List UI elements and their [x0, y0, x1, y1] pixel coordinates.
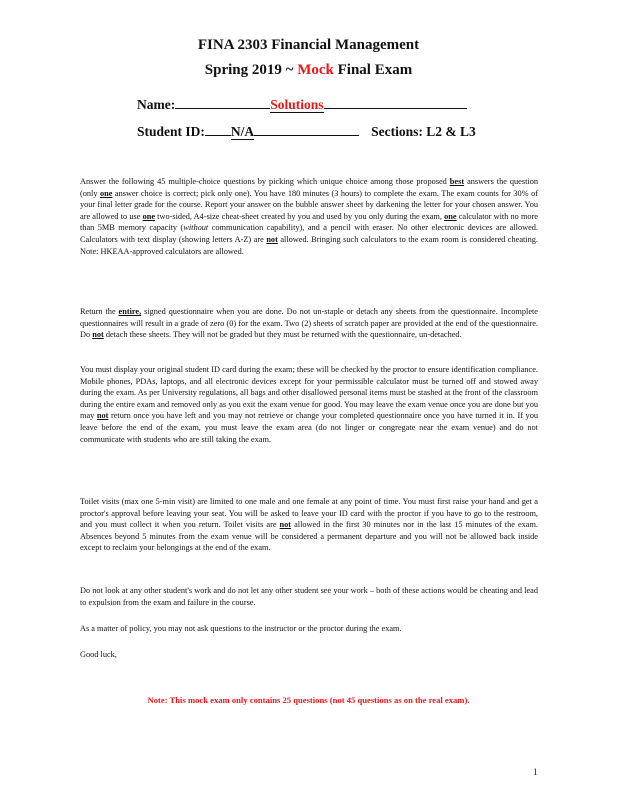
good-luck-text: Good luck,: [80, 650, 117, 659]
student-id-label: Student ID:: [137, 124, 205, 139]
instructions-paragraph-2: Return the entire, signed questionnaire when you are done. Do not un-staple or detach any sheets from the questionnaire. Incomplete questionnaires will result in a grade of zero (0) for the exam. Two (2) sheets of scratch paper are provided at the end of the questionnaire. Do not detach these sheets. They will not be graded but they must be returned with the questionnaire, un-detached.: [80, 307, 538, 340]
name-underline-left: [175, 94, 270, 109]
instructions-paragraph-4: Toilet visits (max one 5-min visit) are limited to one male and one female at any point of time. You must first raise your hand and get a proctor's approval before leaving your seat. You will be asked to leave your ID card with the proctor if you have to go to the restroom, and you must collect it when you return. Toilet visits are not allowed in the first 30 minutes nor in the last 15 minutes of the exam. Absences beyond 5 minutes from the exam venue will be considered a permanent departure and you will not be allowed back inside except to reclaim your belongings at the end of the exam.: [80, 497, 538, 553]
instructions-paragraph-5: Do not look at any other student's work and do not let any other student see your work – both of these actions would be cheating and lead to expulsion from the exam and failure in the course.: [80, 586, 538, 607]
exam-title-mock: Mock: [297, 62, 334, 78]
sections-label: Sections: L2 & L3: [371, 124, 476, 139]
name-underline-right: [324, 94, 467, 109]
instructions-paragraph-6: As a matter of policy, you may not ask questions to the instructor or the proctor during the exam.: [80, 624, 402, 633]
exam-title-suffix: Final Exam: [333, 62, 413, 78]
name-value: Solutions: [270, 97, 324, 112]
instructions-paragraph-3: You must display your original student ID card during the exam; these will be checked by the proctor to ensure identification compliance. Mobile phones, PDAs, laptops, and all electronic devices except for your permissible calculator must be turned off and stowed away during the exam. As per University regulations, all bags and other disallowed personal items must be stashed at the front of the classroom during the entire exam and removed only as you exit the exam venue for good. You may leave the exam venue once you are done but you may not return once you have left and you may not retrieve or change your completed questionnaire once you have turned it in. If you leave before the end of the exam, you must leave the exam area (do not linger or congregate near the exam venue) and do not communicate with students who are still taking the exam.: [80, 365, 538, 444]
name-label: Name:: [137, 97, 176, 112]
exam-title: [0, 62, 617, 79]
exam-title-prefix: Spring 2019 ~: [204, 62, 298, 78]
student-id-value: N/A: [230, 124, 255, 139]
student-id-row: [137, 121, 476, 140]
course-title: FINA 2303 Financial Management: [197, 37, 420, 53]
page-number: 1: [533, 767, 538, 777]
student-id-underline-right: [254, 121, 359, 136]
mock-exam-note: Note: This mock exam only contains 25 questions (not 45 questions as on the real exam).: [147, 695, 470, 705]
name-row: [137, 94, 467, 113]
instructions-paragraph-1: Answer the following 45 multiple-choice questions by picking which unique choice among those proposed best answers the question (only one answer choice is correct; pick only one). You have 180 minutes (3 hours) to complete the exam. The exam counts for 30% of your final letter grade for the course. Report your answer on the bubble answer sheet by darkening the letter for your chosen answer. You are allowed to use one two-sided, A4-size cheat-sheet created by you and used by you only during the exam, one calculator with no more than 5MB memory capacity (without communication capability), and a pencil with eraser. No other electronic devices are allowed. Calculators with text display (showing letters A-Z) are not allowed. Bringing such calculators to the exam room is considered cheating. Note: HKEAA-approved calculators are allowed.: [80, 177, 539, 256]
student-id-underline-left: [205, 121, 231, 136]
